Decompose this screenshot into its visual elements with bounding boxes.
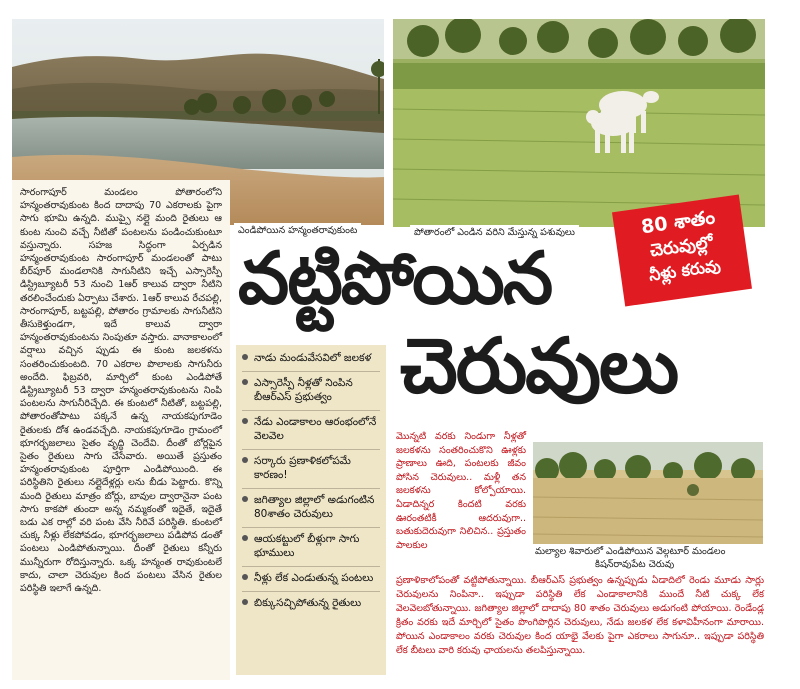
highlight-item: బిక్కుసచ్చిపోతున్న రైతులు [242, 596, 380, 616]
lake-photo-caption: ఎండిపోయిన హన్మంతరావుకుంట [234, 223, 361, 239]
dry-lake-caption-line-2: కిషన్‌రావుపేట చెరువు [595, 559, 675, 570]
bullet-icon [242, 418, 248, 424]
bullet-icon [242, 354, 248, 360]
bottom-paragraph [396, 574, 764, 658]
bullet-icon [242, 379, 248, 385]
field-photo [393, 19, 765, 227]
left-column-text: సారంగాపూర్ మండలం పోతారంలోని హన్మంతరావుకుంట కింద దాదాపు 70 ఎకరాలకు పైగా సాగు భూమి ఉన్నది. ముప్పై నల్లై మంది రైతులు ఆ కుంట నుంచి వచ్చే నీటితో పంటలను పండించుకుంటూ వస్తున్నారు. సహజ సిద్ధంగా ఏర్పడిన హన్మంతరావుకుంట సారంగాపూర్ మండలంతో పాటు బీర్‌పూర్ మండలానికి సాగునీటిని ఇచ్చే ఎస్సారెస్పీ డిస్ట్రిబ్యూటరీ 53 నుంచి 1ఆర్ కాలువ ద్వారా నీటిని తరలించేందుకు ఏర్పాటు చేశారు. 1ఆర్ కాలువ రేచపల్లి, సారంగాపూర్, బట్టపల్లి, పోతారం గ్రామాలకు సాగునీటిని తీసుకెళ్తుండగా, ఇదే కాలువ ద్వారా హన్మంతరావుకుంటను నింపుతూ వస్తారు. వానాకాలంలో వర్షాలు వచ్చిన ప్పుడు ఈ కుంట జలకళను సంతరించుకుంటది. 70 ఎకరాల పొలాలకు సాగునీరు అందేది. ఫిబ్రవరి, మార్చిలో కుంట ఎండిపోతే డిస్ట్రిబ్యూటరీ 53 ద్వారా హన్మంతరావుకుంటను నింపి పంటలను సాగునీరిచ్చేది. ఈ కుంటలో నీటితో, బట్టపల్లి, పోతారంతోపాటు పక్కనే ఉన్న నాయకపుగూడెం రైతులకు దోశ ఉండవచ్చేది. నాయకపుగూడెం గ్రామంలో భూగర్భజలాలు సైతం వృద్ధి చెందేవి. దీంతో బోర్లపైన సైతం రైతులు సాగు చేసేవారు. అయితే ప్రస్తుతం హన్మంతరావుకుంట పూర్తిగా ఎండిపోయింది. ఈ పరిస్థితిని రైతులు నల్లైదేళ్లర్లు లను బీడు పెట్టారు. కొన్ని మంది రైతులు మాత్రం బోర్లు, బావుల ద్వారానైనా పంట సాగు కాకపో తుందా అన్న నమ్మకంతో ఇదైతే, ఇదైతే బడు ఎక రాల్లో వరి పంట వేసి నీరివే పరిస్థితి. కుంటలో చుక్క నీళ్లు లేకపోవడం, భూగర్భజలాలు పడిపోవ డంతో పంటలు ఎండిపోతున్నాయి. దీంతో రైతులు కన్నీరు మున్నీరుగా రోదిస్తున్నారు. ఒక్క హన్మంత రావుకుంటలే కాదు, చాలా చెరువుల కింద పంటలు వేసిన రైతుల పరిస్థితి ఇలాగే ఉన్నది. [20, 187, 222, 595]
bottom-paragraph-text: ప్రణాళికాలోపంతో వట్టిపోతున్నాయి. బీఆర్‌ఎస్ ప్రభుత్వం ఉన్నప్పుడు ఏడాదిలో రెండు మూడు సార్లు చెరువులను నింపినా.. ఇప్పుడా పరిస్థితి లేక ఎండాకాలానికి ముందే నీటి చుక్క లేక వెలవెలబోతున్నాయి. జగిత్యాల జిల్లాలో దాదాపు 80 శాతం చెరువులు అడుగంటి పోయాయి. రెండేండ్ల క్రితం వరకు ఇదే మార్చిలో సైతం పొంగిపొర్లిన చెరువులు, నేడు జలకళ లేక కళావిహీనంగా మారాయి. పోయిన ఎండాకాలం వరకు చెరువుల కింద యాభై వేలకు పైగా ఎకరాలు సాగునూ.. ఇప్పుడా పరిస్థితి లేక బీటలు వారి కరువు ఛాయలను తలపిస్తున్నాయి. [396, 575, 764, 656]
left-article-column [12, 180, 230, 680]
highlights-list [236, 345, 386, 675]
percent-badge [612, 195, 752, 307]
highlight-item: జగిత్యాల జిల్లాలో అడుగంటిన 80శాతం చెరువులు [242, 493, 380, 528]
headline-line-2: చెరువులు [400, 321, 678, 410]
highlight-item: సర్కారు ప్రణాళికలోపమే కారణం! [242, 454, 380, 489]
bullet-icon [242, 535, 248, 541]
bullet-icon [242, 599, 248, 605]
bullet-icon [242, 574, 248, 580]
intro-paragraph [396, 430, 526, 552]
highlight-item: ఎస్సారెస్పీ నీళ్లతో నింపిన బీఆర్‌ఎస్ ప్రభుత్వం [242, 376, 380, 411]
badge-line-1: 80 శాతం [639, 206, 717, 239]
bullet-icon [242, 457, 248, 463]
dry-lake-caption-line-1: మల్యాల శివారులో ఎండిపోయిన వెల్గటూర్ మండలం [535, 546, 726, 557]
field-photo-caption: పోతారంలో ఎండిన వరిని మేస్తున్న పశువులు [410, 225, 579, 241]
badge-line-2: చెరువుల్లో [648, 232, 715, 262]
dry-lake-photo [533, 442, 763, 544]
badge-line-3: నీళ్లు కరువు [647, 255, 722, 285]
highlight-item: నాడు మండువేసవిలో జలకళ [242, 351, 380, 372]
bullet-icon [242, 496, 248, 502]
intro-paragraph-text: మొన్నటి వరకు నిండుగా నీళ్లతో జలకళను సంతరించుకొని ఊళ్లకు ప్రాణాలు ఊది, పంటలకు జీవం పోసిన చెరువులు.. మళ్లీ తన జలకళను కోల్పోయాయి. ఏడాదిన్నర కిందటి వరకు ఊరంతటికీ ఆదరువుగా.. బతుకుదెరువుగా నిలిచిన.. ప్రస్తుతం పాలకుల [396, 431, 526, 551]
headline-line-1: వట్టిపోయిన [238, 236, 552, 320]
highlight-item: నేడు ఎండాకాలం ఆరంభంలోనే వెలవెల [242, 415, 380, 450]
highlight-item: నీళ్లు లేక ఎండుతున్న పంటలు [242, 571, 380, 592]
highlight-item: ఆయకట్టులో బీళ్లుగా సాగు భూములు [242, 532, 380, 567]
